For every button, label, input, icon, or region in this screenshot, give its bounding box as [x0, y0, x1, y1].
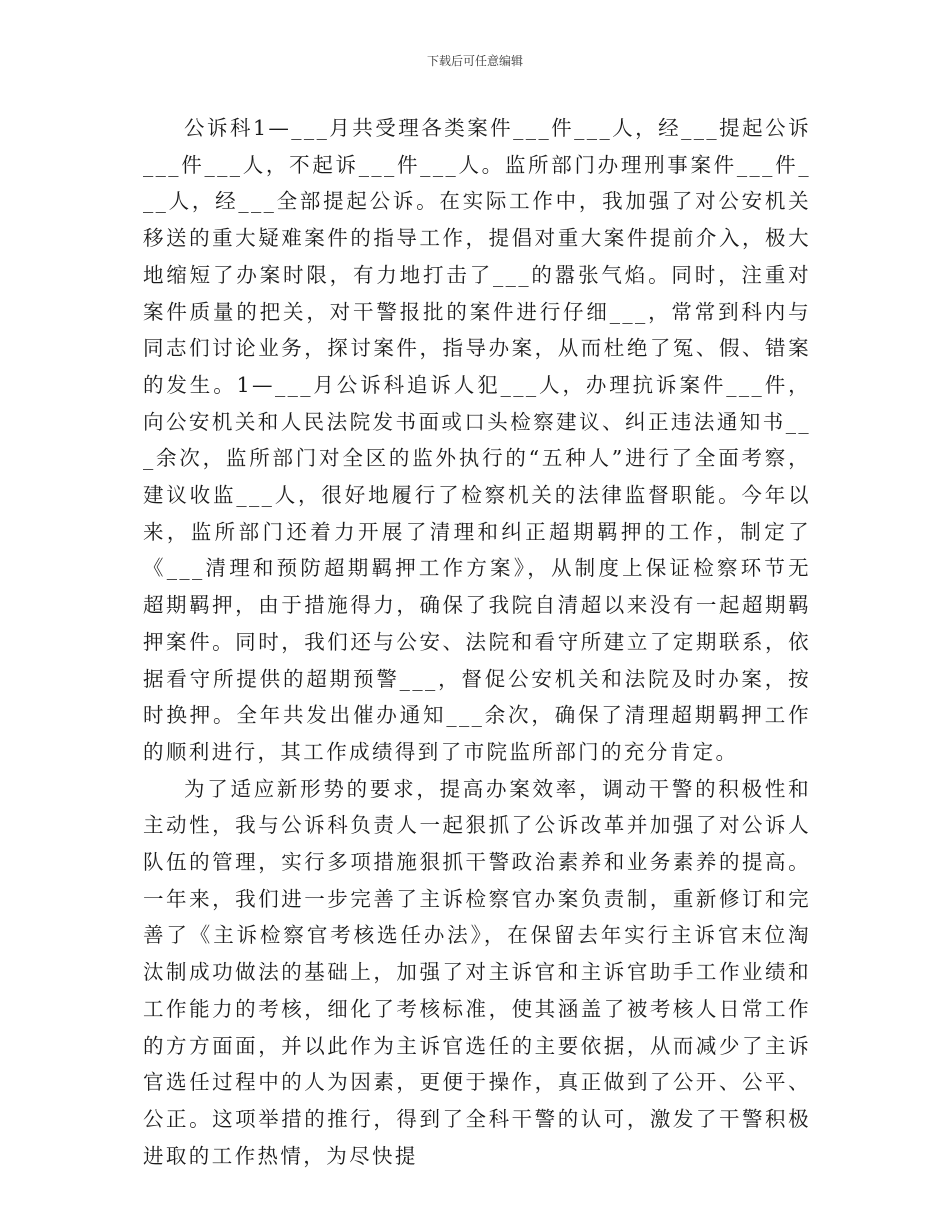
document-body — [143, 110, 811, 1174]
paragraph-2: 为了适应新形势的要求，提高办案效率，调动干警的积极性和主动性，我与公诉科负责人一起狠抓了公诉改革并加强了对公诉人队伍的管理，实行多项措施狠抓干警政治素养和业务素养的提高。一年来，我们进一步完善了主诉检察官办案负责制，重新修订和完善了《主诉检察官考核选任办法》，在保留去年实行主诉官末位淘汰制成功做法的基础上，加强了对主诉官和主诉官助手工作业绩和工作能力的考核，细化了考核标准，使其涵盖了被考核人日常工作的方方面面，并以此作为主诉官选任的主要依据，从而减少了主诉官选任过程中的人为因素，更便于操作，真正做到了公开、公平、公正。这项举措的推行，得到了全科干警的认可，激发了干警积极进取的工作热情，为尽快提 — [143, 776, 811, 1168]
page-header: 下载后可任意编辑 — [426, 54, 523, 68]
paragraph-1: 公诉科1—___月共受理各类案件___件___人，经___提起公诉___件___人，不起诉___件___人。监所部门办理刑事案件___件___人，经___全部提起公诉。在实际工作中，我加强了对公安机关移送的重大疑难案件的指导工作，提倡对重大案件提前介入，极大地缩短了办案时限，有力地打击了___的嚣张气焰。同时，注重对案件质量的把关，对干警报批的案件进行仔细___，常常到科内与同志们讨论业务，探讨案件，指导办案，从而杜绝了冤、假、错案的发生。1—___月公诉科追诉人犯___人，办理抗诉案件___件，向公安机关和人民法院发书面或口头检察建议、纠正违法通知书___余次，监所部门对全区的监外执行的“五种人”进行了全面考察，建议收监___人，很好地履行了检察机关的法律监督职能。今年以来，监所部门还着力开展了清理和纠正超期羁押的工作，制定了《___清理和预防超期羁押工作方案》，从制度上保证检察环节无超期羁押，由于措施得力，确保了我院自清超以来没有一起超期羁押案件。同时，我们还与公安、法院和看守所建立了定期联系，依据看守所提供的超期预警___，督促公安机关和法院及时办案，按时换押。全年共发出催办通知___余次，确保了清理超期羁押工作的顺利进行，其工作成绩得到了市院监所部门的充分肯定。 — [143, 116, 811, 764]
